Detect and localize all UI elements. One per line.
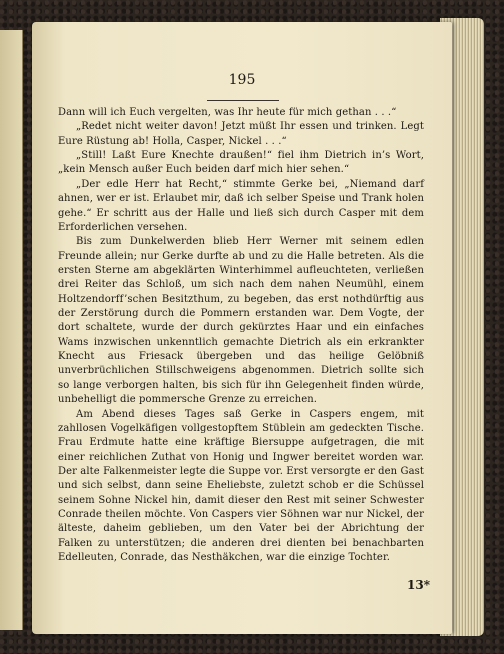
paragraph: „Still! Laßt Eure Knechte draußen!“ fiel ihm Dietrich in’s Wort, „kein Mensch außer Euch beiden darf mich hier sehen.“ [58,150,424,176]
paragraph: „Redet nicht weiter davon! Jetzt müßt Ihr essen und trinken. Legt Eure Rüstung ab! Holla, Casper, Nickel . . .“ [58,121,424,147]
paragraph: „Der edle Herr hat Recht,“ stimmte Gerke bei, „Niemand darf ahnen, wer er ist. Erlaubet mir, daß ich selber Speise und Trank holen gehe.“ Er schritt aus der Halle und ließ sich durch Casper mit dem Erforderlichen versehen. [58,178,424,233]
paragraph: Dann will ich Euch vergelten, was Ihr heute für mich gethan . . .“ [58,107,397,118]
page-number: 195 [228,72,256,88]
printer-signature: 13* [407,578,430,592]
facing-page-edge [0,30,23,630]
body-text [58,106,424,566]
book-page [32,22,452,634]
paragraph: Bis zum Dunkelwerden blieb Herr Werner mit seinem edlen Freunde allein; nur Gerke durfte ab und zu die Halle betreten. Als die ersten Sterne am abgeklärten Winterhimmel aufleuchteten, verließen drei Reiter das Schloß, um sich nach dem nahen Neumühl, einem Holtzendorff’schen Besitzthum, zu begeben, das erst nothdürftig aus der Zerstörung durch die Pommern erstanden war. Dem Vogte, der dort schaltete, wurde der durch gekürztes Haar und ein einfaches Wams inzwischen unkenntlich gemachte Dietrich als ein erkrankter Knecht aus Friesack übergeben und das heilige Gelöbniß unverbrüchlichen Stillschweigens abgenommen. Dietrich sollte sich so lange verborgen halten, bis sich für ihn Gelegenheit finden würde, unbehelligt die pommersche Grenze zu erreichen. [58,236,424,406]
header-rule [207,100,279,101]
paragraph: Am Abend dieses Tages saß Gerke in Caspers engem, mit zahllosen Vogelkäfigen vollgestopftem Stüblein am gedeckten Tische. Frau Erdmute hatte eine kräftige Biersuppe aufgetragen, die mit einer reichlichen Zuthat von Honig und Ingwer bereitet worden war. Der alte Falkenmeister legte die Suppe vor. Erst versorgte er den Gast und sich selbst, dann seine Eheliebste, zuletzt schob er die Schüssel seinem Sohne Nickel hin, damit dieser den Rest mit seiner Schwester Conrade theilen möchte. Von Caspers vier Söhnen war nur Nickel, der älteste, daheim geblieben, um den Vater bei der Abrichtung der Falken zu unterstützen; die anderen drei dienten bei benachbarten Edelleuten, Conrade, das Nesthäkchen, war die einzige Tochter. [58,408,424,564]
